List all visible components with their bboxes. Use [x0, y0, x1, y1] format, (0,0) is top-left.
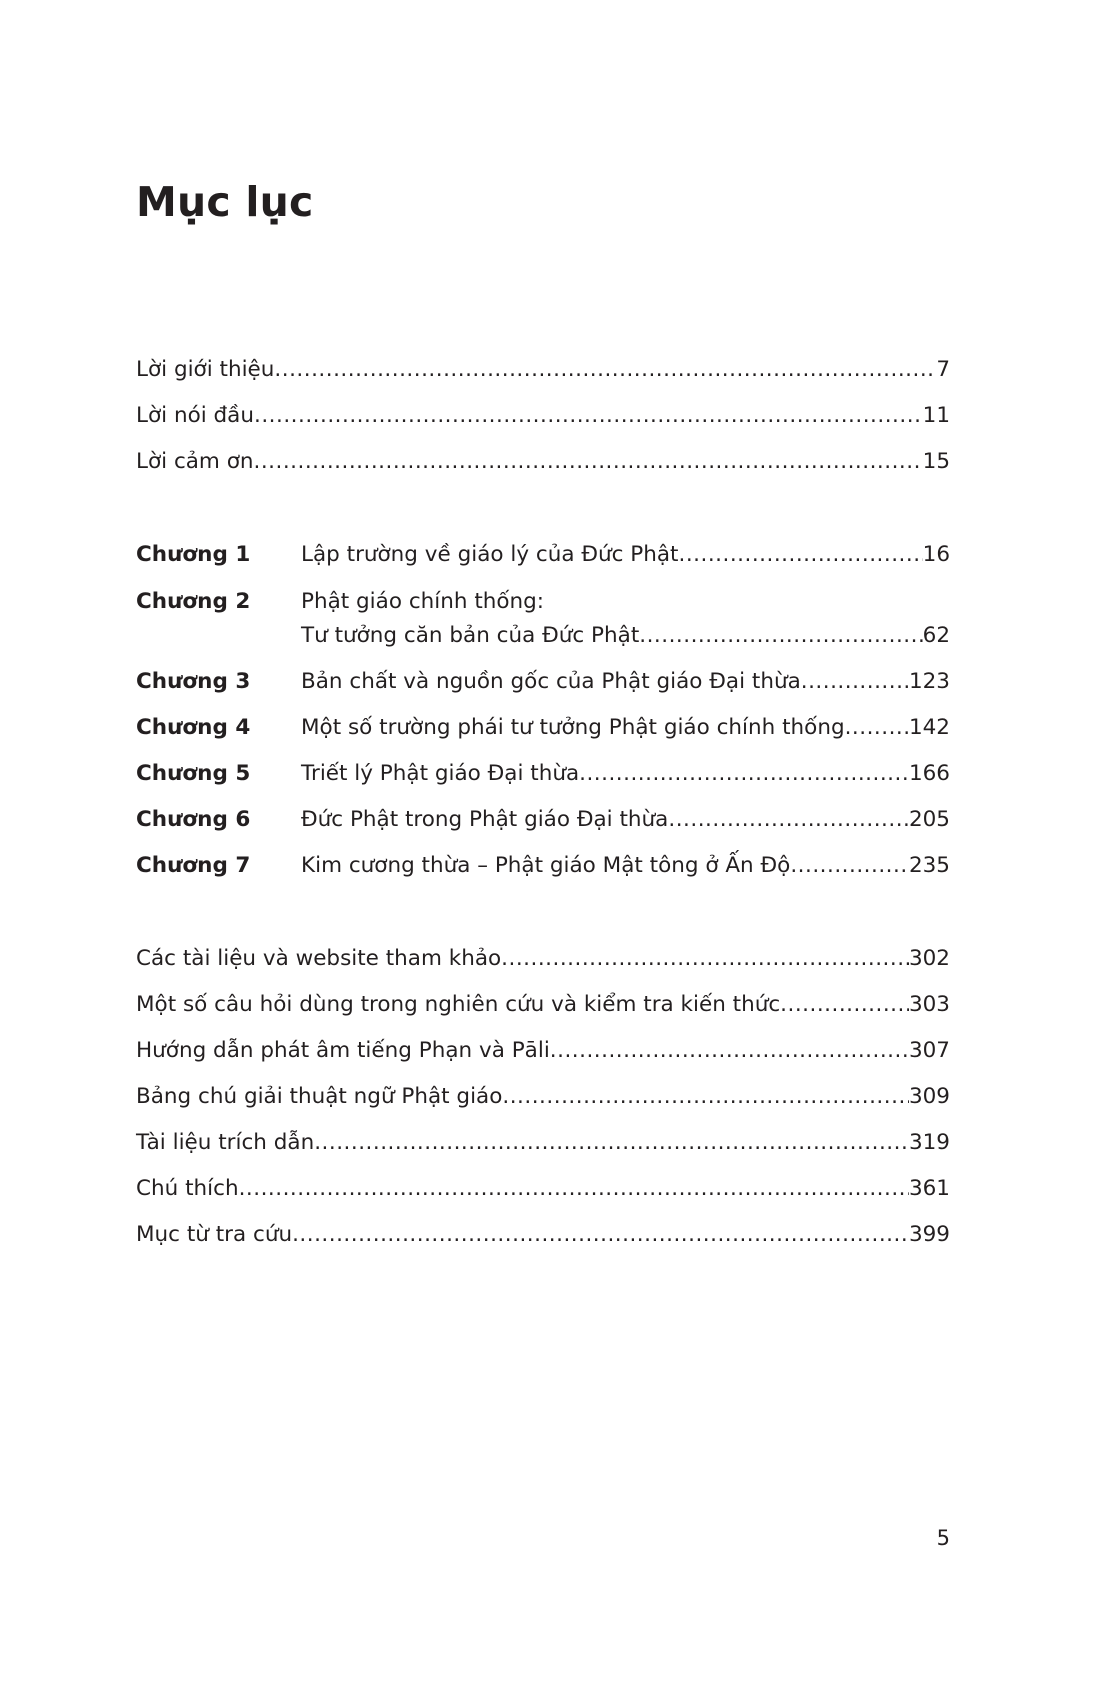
toc-entry-questions[interactable]	[136, 991, 950, 1019]
entry-title: Tài liệu trích dẫn	[136, 1130, 315, 1155]
entry-page: 361	[908, 1176, 950, 1201]
toc-entry-index[interactable]	[136, 1221, 950, 1249]
dot-leader	[314, 1129, 909, 1157]
chapter-label: Chương 2	[136, 589, 251, 614]
dot-leader	[639, 622, 922, 650]
chapter-label: Chương 7	[136, 853, 251, 878]
chapter-page: 166	[908, 761, 950, 786]
dot-leader	[239, 1175, 909, 1203]
dot-leader	[292, 1221, 909, 1249]
entry-title: Một số câu hỏi dùng trong nghiên cứu và kiểm tra kiến thức	[136, 992, 781, 1017]
dot-leader	[274, 356, 936, 384]
toc-entry-pronunciation[interactable]	[136, 1037, 950, 1065]
dot-leader	[579, 760, 909, 788]
toc-entry-citations[interactable]	[136, 1129, 950, 1157]
entry-title: Mục từ tra cứu	[136, 1222, 293, 1247]
chapter-label: Chương 5	[136, 761, 251, 786]
dot-leader	[501, 945, 909, 973]
chapter-label: Chương 3	[136, 669, 251, 694]
entry-page: 302	[908, 946, 950, 971]
dot-leader	[801, 668, 909, 696]
dot-leader	[502, 1083, 909, 1111]
dot-leader	[254, 402, 923, 430]
page-number: 5	[936, 1526, 950, 1550]
entry-page: 309	[908, 1084, 950, 1109]
toc-entry-notes[interactable]	[136, 1175, 950, 1203]
dot-leader	[790, 852, 909, 880]
dot-leader	[845, 714, 909, 742]
toc-entry-loi-gioi-thieu[interactable]	[136, 356, 950, 384]
entry-title: Lời nói đầu	[136, 403, 254, 428]
dot-leader	[668, 806, 909, 834]
chapter-title: Bản chất và nguồn gốc của Phật giáo Đại thừa	[301, 669, 801, 694]
entry-title: Lời cảm ơn	[136, 449, 254, 474]
entry-page: 303	[908, 992, 950, 1017]
entry-title: Chú thích	[136, 1176, 239, 1201]
dot-leader	[679, 541, 923, 569]
chapter-title: Triết lý Phật giáo Đại thừa	[301, 761, 580, 786]
entry-page: 399	[908, 1222, 950, 1247]
chapter-title: Lập trường về giáo lý của Đức Phật	[301, 542, 679, 567]
toc-entry-loi-noi-dau[interactable]	[136, 402, 950, 430]
chapter-page: 62	[922, 623, 950, 648]
chapter-title: Một số trường phái tư tưởng Phật giáo chính thống	[301, 715, 845, 740]
dot-leader	[550, 1037, 909, 1065]
entry-page: 15	[922, 449, 950, 474]
entry-page: 319	[908, 1130, 950, 1155]
chapter-page: 205	[908, 807, 950, 832]
chapter-page: 16	[922, 542, 950, 567]
chapter-page: 235	[908, 853, 950, 878]
dot-leader	[780, 991, 909, 1019]
chapter-title-line2: Tư tưởng căn bản của Đức Phật	[301, 623, 640, 648]
chapter-label: Chương 6	[136, 807, 251, 832]
chapter-page: 142	[908, 715, 950, 740]
entry-title: Bảng chú giải thuật ngữ Phật giáo	[136, 1084, 503, 1109]
toc-entry-glossary[interactable]	[136, 1083, 950, 1111]
entry-title: Hướng dẫn phát âm tiếng Phạn và Pāli	[136, 1038, 550, 1063]
chapter-title-line1: Phật giáo chính thống:	[301, 589, 545, 614]
chapter-label: Chương 1	[136, 542, 251, 567]
page-title: Mục lục	[136, 178, 314, 226]
toc-entry-references[interactable]	[136, 945, 950, 973]
entry-title: Lời giới thiệu	[136, 357, 275, 382]
chapter-label: Chương 4	[136, 715, 251, 740]
toc-entry-loi-cam-on[interactable]	[136, 448, 950, 476]
chapter-title: Đức Phật trong Phật giáo Đại thừa	[301, 807, 669, 832]
chapter-page: 123	[908, 669, 950, 694]
dot-leader	[254, 448, 923, 476]
chapter-title: Kim cương thừa – Phật giáo Mật tông ở Ấn Độ	[301, 853, 791, 878]
entry-page: 307	[908, 1038, 950, 1063]
entry-title: Các tài liệu và website tham khảo	[136, 946, 502, 971]
entry-page: 7	[936, 357, 950, 382]
entry-page: 11	[922, 403, 950, 428]
